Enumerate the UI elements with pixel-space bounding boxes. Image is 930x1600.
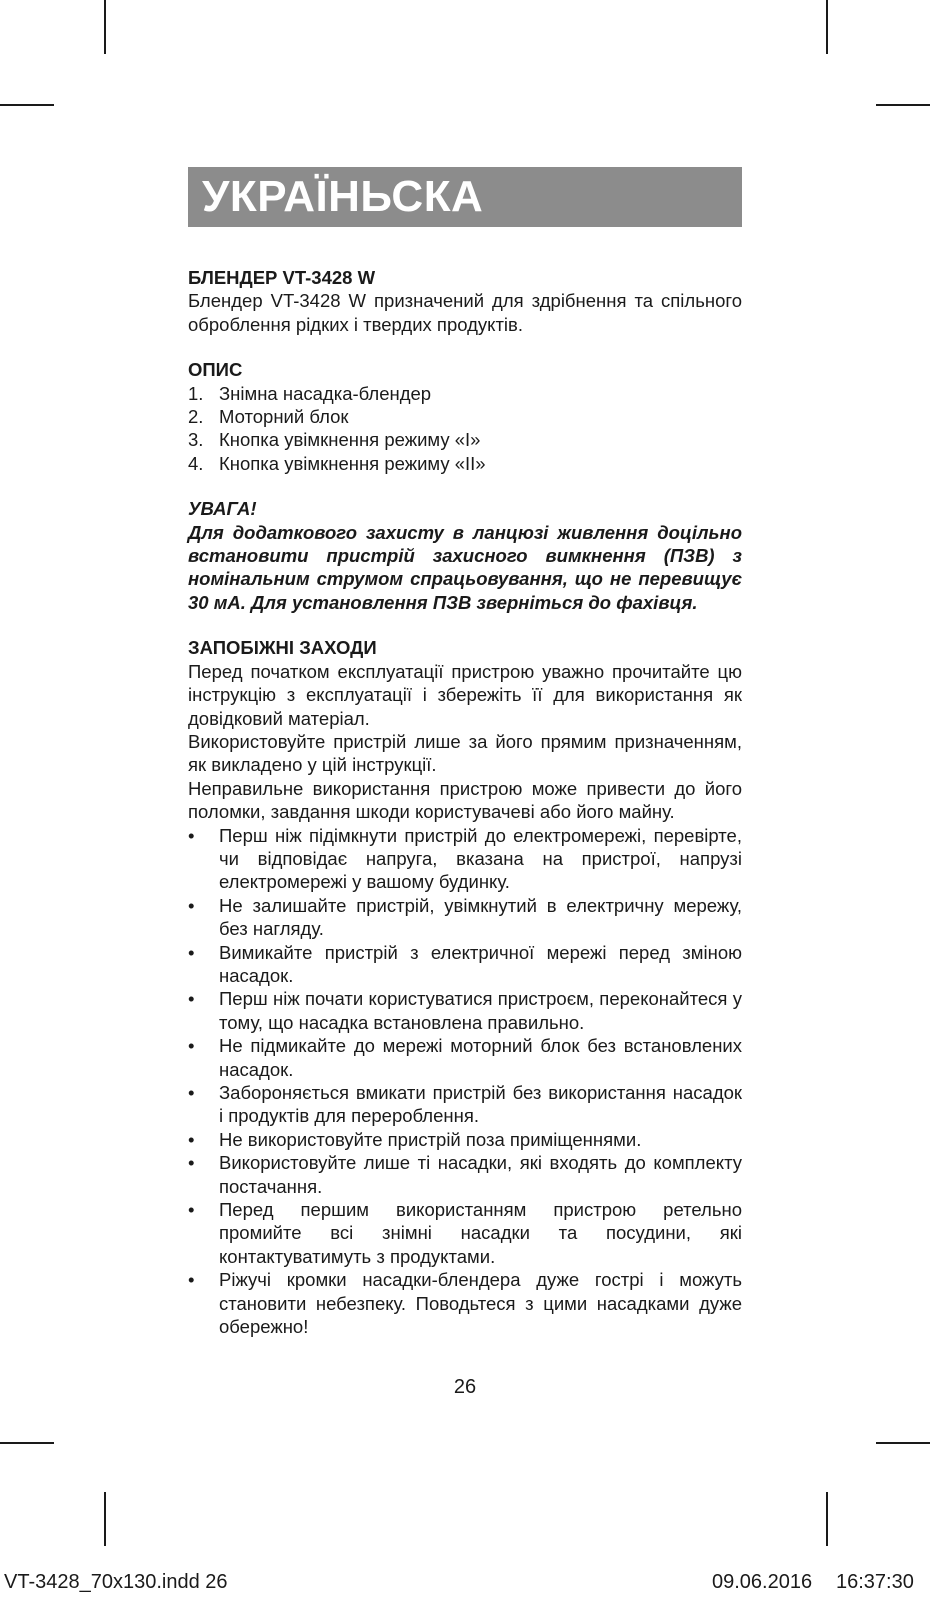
warning-section [188,497,742,614]
bullet-icon: • [188,1152,195,1174]
warning-title: УВАГА! [188,498,257,520]
item-text: Перш ніж підімкнути пристрій до електромережі, перевірте, чи відповідає напруга, вказана на пристрої, напрузі електромережі у вашому будинку. [219,824,742,893]
page-content [188,266,742,1338]
bullet-icon: • [188,894,195,916]
item-text: Кнопка увімкнення режиму «II» [219,452,486,474]
item-text: Вимикайте пристрій з електричної мережі перед зміною насадок. [219,941,742,986]
list-item [188,405,742,428]
slug-time: 16:37:30 [836,1571,914,1593]
precautions-paragraph: Використовуйте пристрій лише за його прямим призначенням, як викладено у цій інструкції. [188,730,742,776]
list-item [188,428,742,451]
item-number: 3. [188,429,204,451]
item-number: 2. [188,406,204,428]
product-intro: Блендер VT-3428 W призначений для здрібнення та спільного оброблення рідких і твердих продуктів. [188,290,742,335]
list-item [188,1128,742,1151]
bullet-icon: • [188,824,195,846]
description-section [188,358,742,475]
slug-file: VT-3428_70x130.indd 26 [4,1571,228,1593]
list-item [188,1151,742,1198]
bullet-icon: • [188,1269,195,1291]
crop-mark-top-right [826,0,828,54]
product-title: БЛЕНДЕР VT-3428 W [188,267,376,288]
precautions-list [188,824,742,1339]
bullet-icon: • [188,1128,195,1150]
page-number: 26 [453,1376,477,1398]
description-title: ОПИС [188,359,243,381]
precautions-paragraph: Неправильне використання пристрою може привести до його поломки, завдання шкоди користувачеві або його майну. [188,777,742,823]
bullet-icon: • [188,988,195,1010]
precautions-paragraph: Перед початком експлуатації пристрою уважно прочитайте цю інструкцію з експлуатації і збережіть її для використання як довідковий матеріал. [188,660,742,729]
list-item [188,1268,742,1338]
bullet-icon: • [188,1035,195,1057]
list-item [188,987,742,1034]
list-item [188,941,742,988]
bullet-icon: • [188,1199,195,1221]
item-text: Забороняється вмикати пристрій без використання насадок і продуктів для перероблення. [219,1082,742,1127]
crop-mark-bottom-right [826,1492,828,1546]
crop-mark-top-left [104,0,106,54]
crop-mark-left-bottom [0,1442,54,1444]
product-section [188,266,742,336]
item-text: Перш ніж почати користуватися пристроєм, переконайтеся у тому, що насадка встановлена правильно. [219,988,742,1033]
item-text: Не підмикайте до мережі моторний блок без встановлених насадок. [219,1035,742,1080]
warning-text: Для додаткового захисту в ланцюзі живлення доцільно встановити пристрій захисного вимкнення (ПЗВ) з номінальним струмом спрацьовування, що не перевищує 30 мА. Для установлення ПЗВ зверніться до фахівця. [188,521,742,613]
item-text: Перед першим використанням пристрою ретельно промийте всі знімні насадки та посудини, які контактуватимуть з продуктами. [219,1199,742,1267]
slug-date: 09.06.2016 [712,1571,813,1593]
language-header: УКРАЇНЬСКА [188,167,742,227]
item-number: 4. [188,452,204,474]
precautions-section [188,636,742,1338]
precautions-title: ЗАПОБІЖНІ ЗАХОДИ [188,637,377,659]
item-text: Ріжучі кромки насадки-блендера дуже гострі і можуть становити небезпеку. Поводьтеся з цими насадками дуже обережно! [219,1269,742,1338]
list-item [188,1198,742,1268]
bullet-icon: • [188,941,195,963]
list-item [188,894,742,941]
crop-mark-right-top [876,104,930,106]
crop-mark-bottom-left [104,1492,106,1546]
crop-mark-right-bottom [876,1442,930,1444]
list-item [188,824,742,894]
bullet-icon: • [188,1082,195,1103]
item-text: Не залишайте пристрій, увімкнутий в електричну мережу, без нагляду. [219,894,742,940]
list-item [188,1081,742,1128]
item-number: 1. [188,382,204,404]
list-item [188,1034,742,1081]
item-text: Використовуйте лише ті насадки, які входять до комплекту постачання. [219,1152,742,1197]
item-text: Моторний блок [219,406,349,428]
list-item [188,452,742,475]
list-item [188,382,742,405]
crop-mark-left-top [0,104,54,106]
description-list [188,382,742,476]
item-text: Не використовуйте пристрій поза приміщеннями. [219,1128,642,1150]
item-text: Знімна насадка-блендер [219,382,432,404]
item-text: Кнопка увімкнення режиму «I» [219,429,481,451]
